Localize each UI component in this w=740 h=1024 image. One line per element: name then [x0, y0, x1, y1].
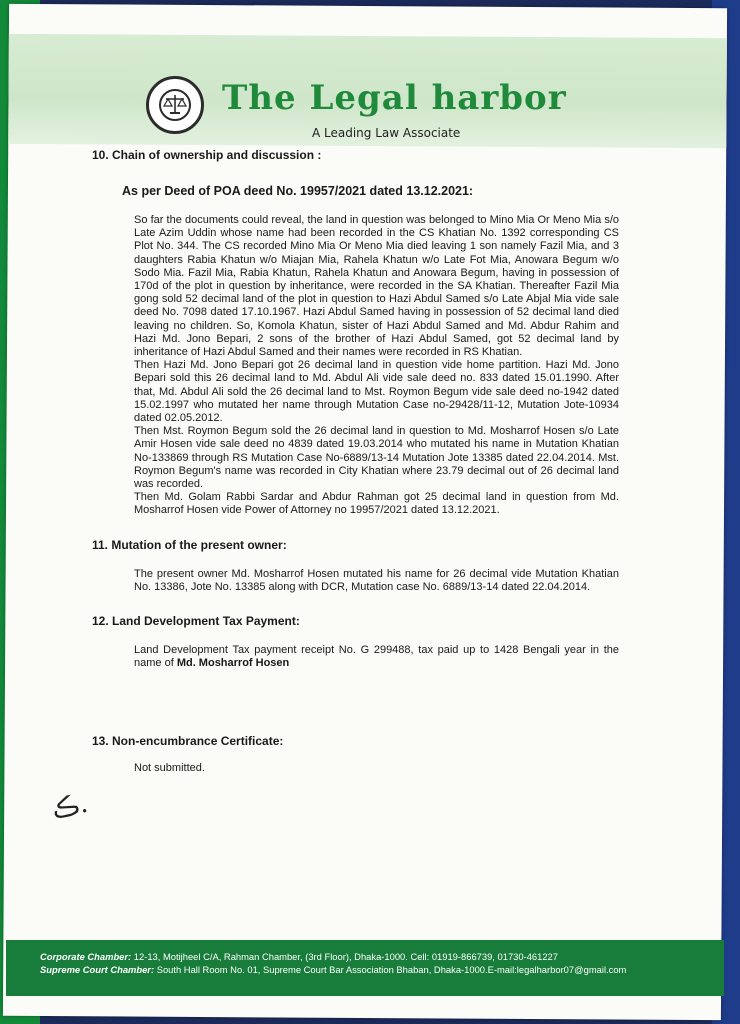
- section-11-body: The present owner Md. Mosharrof Hosen mutated his name for 26 decimal vide Mutation Khatian No. 13386, Jote No. 13385 along with DCR, Mutation case No. 6889/13-14 dated 22.04.2014.: [134, 567, 619, 593]
- footer-text: 12-13, Motijheel C/A, Rahman Chamber, (3rd Floor), Dhaka-1000. Cell: 01919-866739, 01730-461227: [131, 951, 558, 962]
- report-body: [92, 148, 652, 776]
- law-firm-seal-logo: [146, 76, 204, 134]
- section-13-body: Not submitted.: [134, 762, 205, 775]
- section-10-title: 10. Chain of ownership and discussion :: [92, 148, 322, 162]
- brand-tagline: A Leading Law Associate: [312, 126, 461, 140]
- paragraph: Then Hazi Md. Jono Bepari got 26 decimal land in question vide home partition. Hazi Md. Jono Bepari sold this 26 decimal land to Md. Abdul Ali vide sale deed no. 833 dated 15.01.1990. After that, Md. Abdul Ali sold the 26 decimal land to Mst. Roymon Begum vide sale deed no-1942 dated 15.02.1997 who mutated her name through Mutation Case no-29428/11-12, Mutation Jote-10934 dated 02.05.2012.: [134, 359, 619, 425]
- supreme-court-chamber-line: [40, 963, 724, 976]
- section-10-subtitle: As per Deed of POA deed No. 19957/2021 dated 13.12.2021:: [122, 184, 474, 198]
- section-11-title: 11. Mutation of the present owner:: [92, 537, 287, 552]
- corporate-chamber-line: [40, 950, 724, 963]
- footer-label: Corporate Chamber:: [40, 951, 132, 962]
- brand-name: The Legal harbor: [222, 78, 567, 118]
- scales-icon: [159, 89, 191, 121]
- section-13-title: 13. Non-encumbrance Certificate:: [92, 734, 284, 749]
- paragraph: Then Mst. Roymon Begum sold the 26 decimal land in question to Md. Mosharrof Hosen s/o Late Amir Hosen vide sale deed no 4839 dated 19.03.2014 who mutated his name in Mutation Khatian No-133869 through RS Mutation Case No-6889/13-14 Mutation Jote 13385 dated 22.04.2014. Mst. Roymon Begum's name was recorded in City Khatian where 23.79 decimal out of 26 decimal land was recorded.: [134, 425, 619, 491]
- paragraph: Then Md. Golam Rabbi Sardar and Abdur Rahman got 25 decimal land in question from Md. Mosharrof Hosen vide Power of Attorney no 19957/2021 dated 13.12.2021.: [134, 491, 619, 517]
- footer-label: Supreme Court Chamber:: [40, 964, 155, 975]
- section-12-body: [134, 644, 619, 670]
- handwritten-initial: ڪ.: [49, 788, 91, 826]
- paragraph: So far the documents could reveal, the land in question was belonged to Mino Mia Or Meno Mia s/o Late Azim Uddin whose name had been recorded in the CS Khatian No. 1392 corresponding CS Plot No. 344. The CS recorded Mino Mia Or Meno Mia died leaving 1 son namely Fazil Mia, and 3 daughters Rabia Khatun w/o Miajan Mia, Rahela Khatun w/o Late Fot Mia, Anowara Begum w/o Sodo Mia. Fazil Mia, Rabia Khatun, Rahela Khatun and Anowara Begum, having in possession of 170d of the plot in question by inheritance, were recorded in the SA Khatian. Thereafter Fazil Mia gong sold 52 decimal land of the plot in question to Hazi Abdul Samed s/o Late Abjal Mia vide sale deed No. 7098 dated 17.10.1967. Hazi Abdul Samed having in possession of 52 decimal land died leaving no children. So, Komola Khatun, sister of Hazi Abdul Samed and Md. Abdur Rahim and Hazi Md. Jono Bepari, 2 sons of the brother of Hazi Abdul Samed, got 52 decimal land by inheritance of Hazi Abdul Samed and their names were recorded in RS Khatian.: [134, 214, 619, 359]
- section-12-text: Land Development Tax payment receipt No. G 299488, tax paid up to 1428 Bengali year in the name of: [134, 644, 619, 670]
- section-10-body: [134, 214, 619, 518]
- section-12-title: 12. Land Development Tax Payment:: [92, 614, 300, 629]
- letterhead-footer: [6, 940, 724, 996]
- footer-text: South Hall Room No. 01, Supreme Court Bar Association Bhaban, Dhaka-1000.E-mail:legalharbor07@gmail.com: [154, 964, 627, 975]
- section-12-owner: Md. Mosharrof Hosen: [176, 657, 290, 670]
